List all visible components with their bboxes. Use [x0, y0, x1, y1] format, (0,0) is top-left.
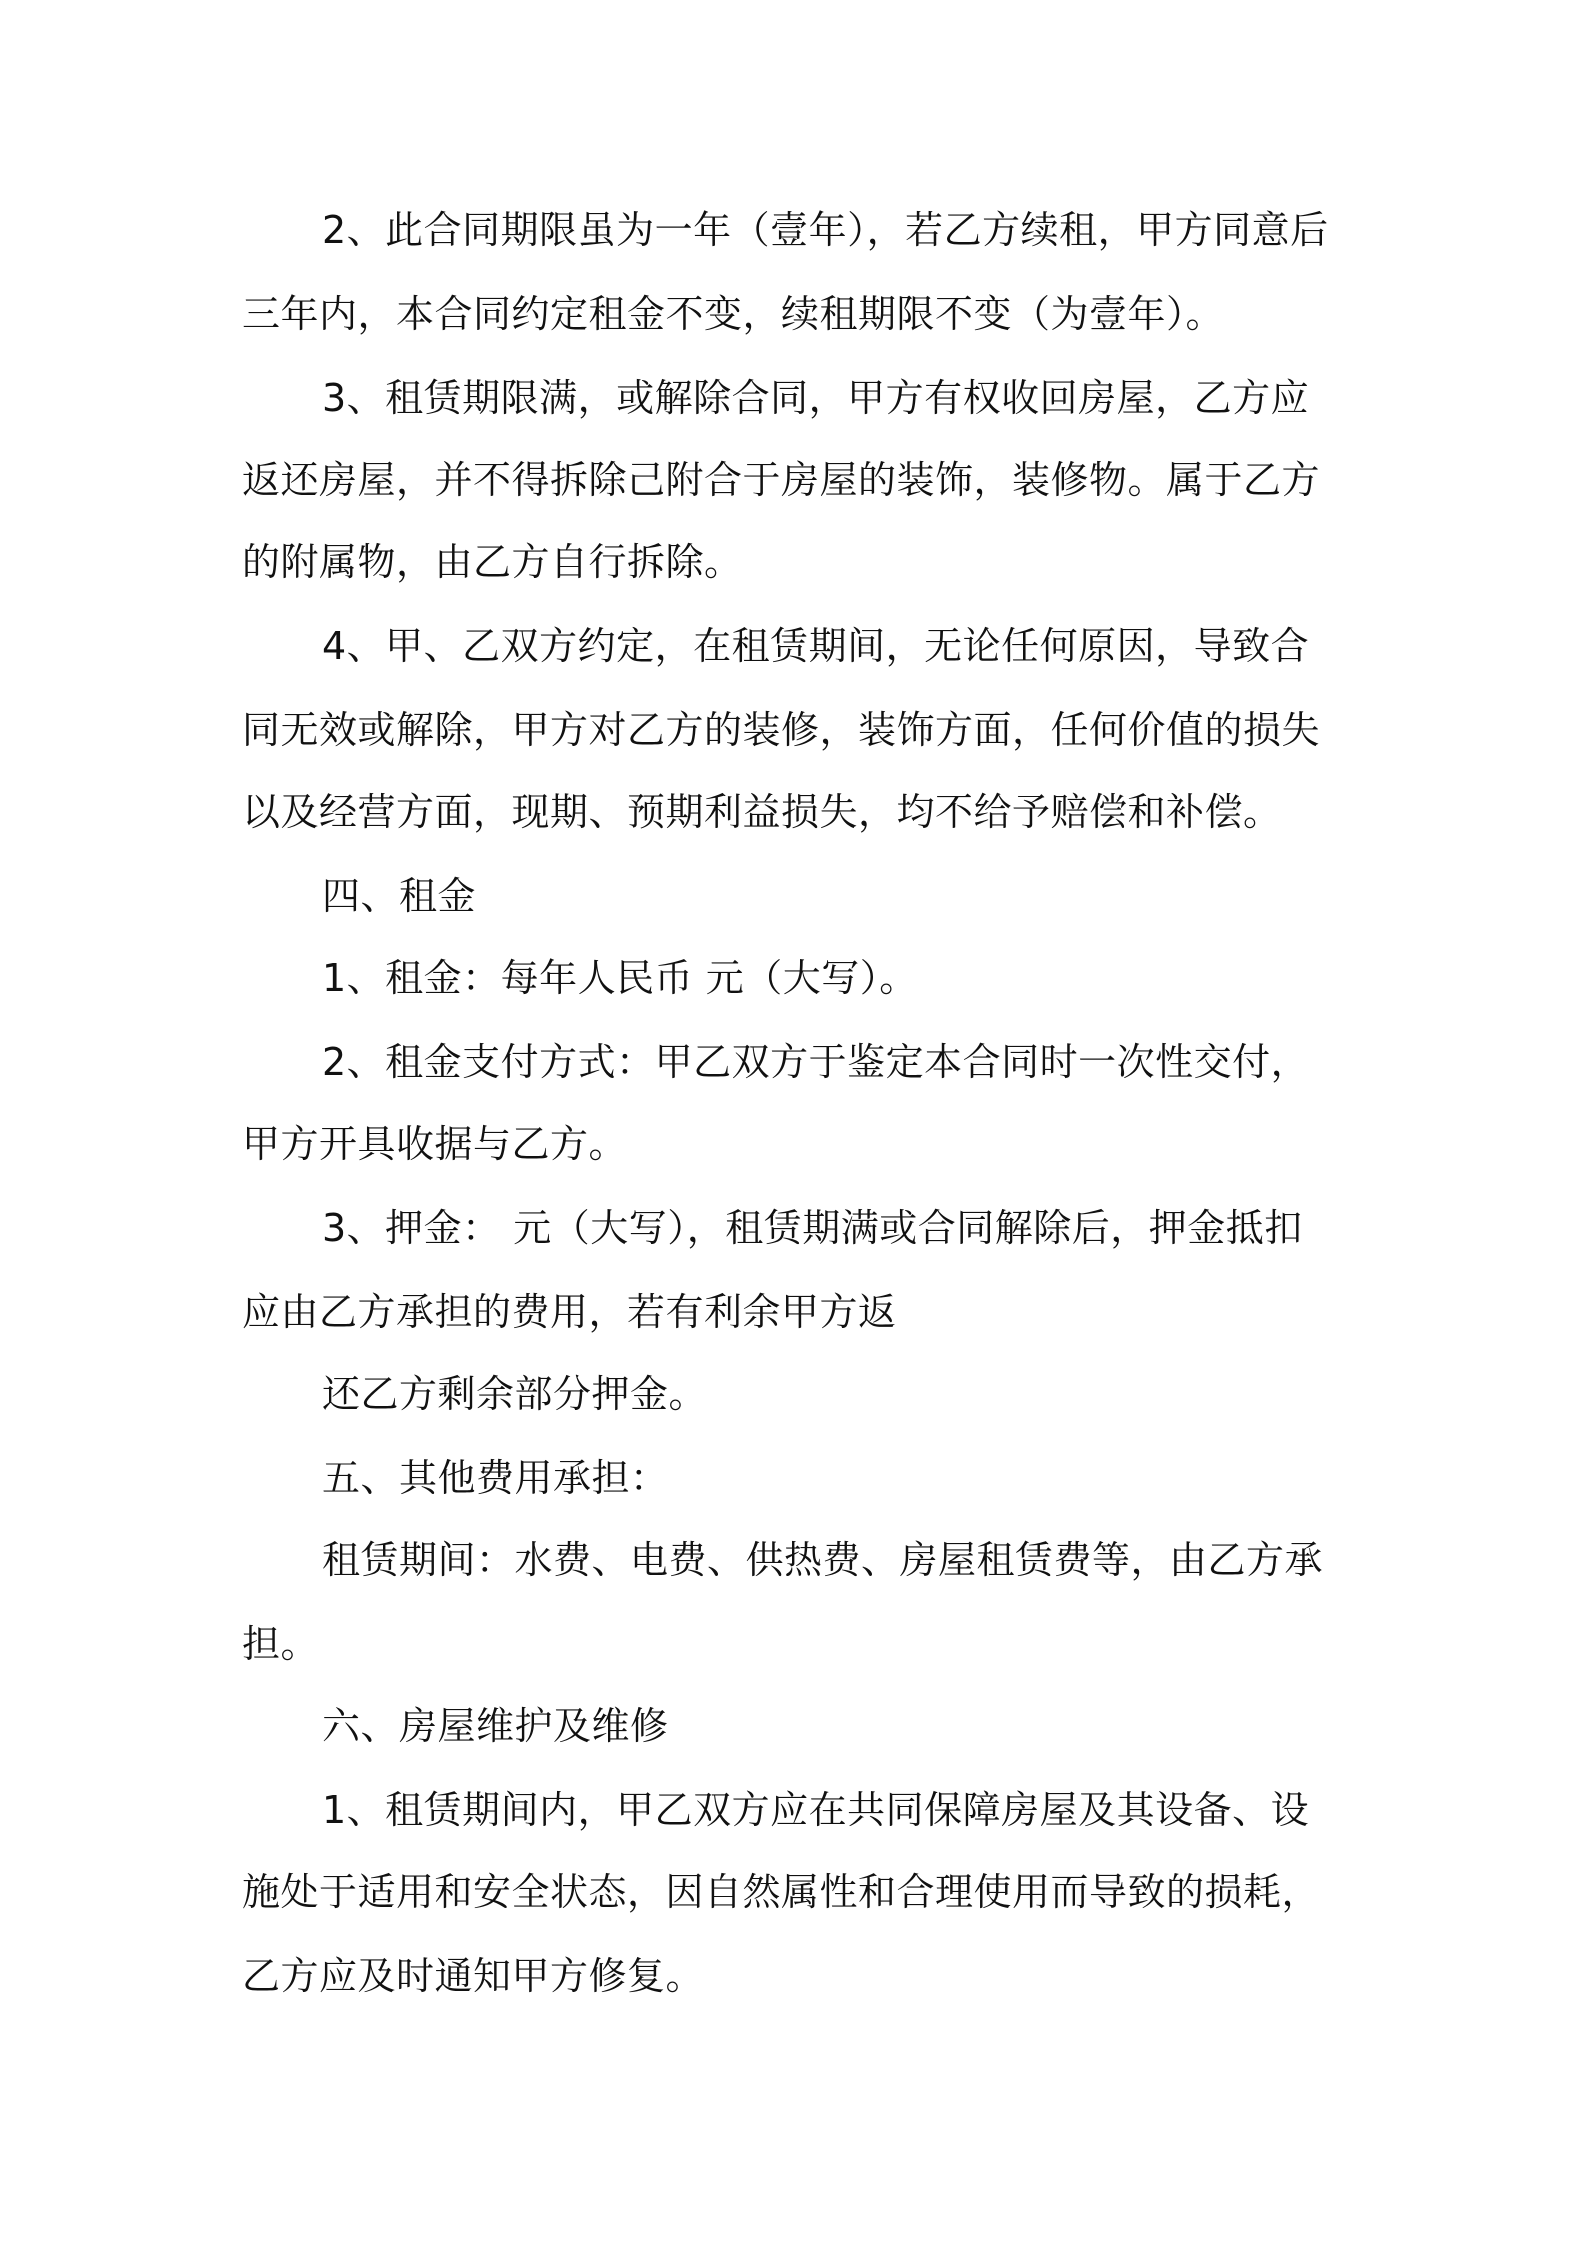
text-line: 4、甲、乙双方约定，在租赁期间，无论任何原因，导致合 [322, 624, 1310, 668]
text-line: 乙方应及时通知甲方修复。 [242, 1954, 705, 1998]
text-line: 3、租赁期限满，或解除合同，甲方有权收回房屋，乙方应 [322, 376, 1310, 420]
text-line: 还乙方剩余部分押金。 [322, 1372, 708, 1416]
section-heading: 六、房屋维护及维修 [322, 1704, 669, 1748]
text-line: 施处于适用和安全状态，因自然属性和合理使用而导致的损耗， [242, 1870, 1321, 1914]
text-line: 应由乙方承担的费用，若有利余甲方返 [242, 1290, 897, 1334]
text-line: 租赁期间：水费、电费、供热费、房屋租赁费等，由乙方承 [322, 1538, 1324, 1582]
text-line: 1、租赁期间内，甲乙双方应在共同保障房屋及其设备、设 [322, 1788, 1310, 1832]
text-line: 担。 [242, 1622, 320, 1666]
text-line: 1、租金：每年人民币 元（大写）。 [322, 956, 918, 1000]
section-heading: 四、租金 [322, 874, 477, 918]
text-line: 以及经营方面，现期、预期利益损失，均不给予赔偿和补偿。 [242, 790, 1282, 834]
text-line: 2、此合同期限虽为一年（壹年），若乙方续租，甲方同意后 [322, 208, 1329, 252]
text-line: 2、租金支付方式：甲乙双方于鉴定本合同时一次性交付， [322, 1040, 1310, 1084]
text-line: 三年内，本合同约定租金不变，续租期限不变（为壹年）。 [242, 292, 1225, 336]
section-heading: 五、其他费用承担： [322, 1456, 669, 1500]
text-line: 甲方开具收据与乙方。 [242, 1122, 628, 1166]
text-line: 的附属物，由乙方自行拆除。 [242, 540, 743, 584]
text-line: 3、押金： 元（大写），租赁期满或合同解除后，押金抵扣 [322, 1206, 1303, 1250]
text-line: 同无效或解除，甲方对乙方的装修，装饰方面，任何价值的损失 [242, 708, 1321, 752]
text-line: 返还房屋，并不得拆除己附合于房屋的装饰，装修物。属于乙方 [242, 458, 1321, 502]
